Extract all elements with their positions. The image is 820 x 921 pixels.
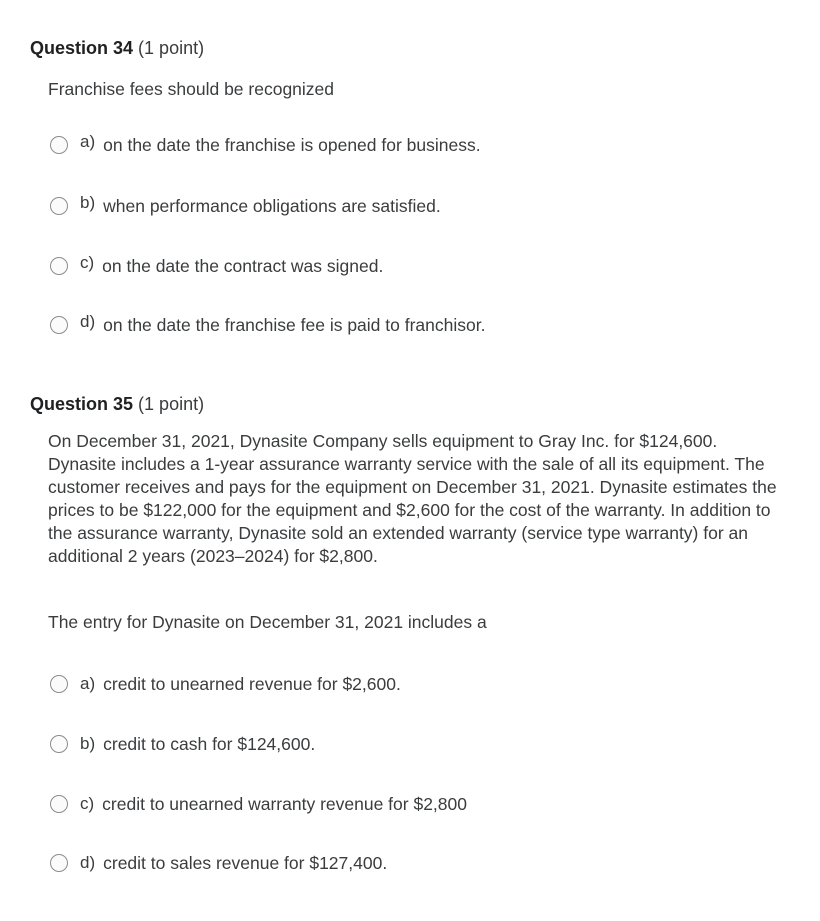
question-35-scenario	[48, 430, 778, 568]
option-text: credit to unearned warranty revenue for $2,800	[102, 793, 467, 814]
radio-button[interactable]	[50, 136, 68, 154]
option-text: credit to sales revenue for $127,400.	[103, 852, 388, 873]
question-34-points: (1 point)	[138, 38, 205, 58]
question-35-option-d[interactable]	[50, 850, 387, 876]
option-text: on the date the franchise fee is paid to franchisor.	[103, 314, 486, 335]
question-34-prompt-text: Franchise fees should be recognized	[48, 79, 335, 99]
question-34-prompt	[48, 78, 778, 101]
question-35-heading	[30, 394, 204, 415]
option-letter: a)	[80, 674, 96, 693]
question-35-prompt	[48, 611, 778, 634]
radio-button[interactable]	[50, 795, 68, 813]
option-letter: c)	[80, 794, 95, 813]
question-34-option-a[interactable]	[50, 132, 481, 158]
radio-button[interactable]	[50, 316, 68, 334]
question-35-title: Question 35	[30, 394, 134, 414]
question-35-option-c[interactable]	[50, 791, 467, 817]
option-letter: d)	[80, 853, 96, 872]
option-letter: a)	[80, 132, 96, 151]
radio-button[interactable]	[50, 197, 68, 215]
option-letter: d)	[80, 312, 96, 331]
option-text: credit to unearned revenue for $2,600.	[103, 673, 401, 694]
question-35-scenario-text: On December 31, 2021, Dynasite Company sells equipment to Gray Inc. for $124,600. Dynasite includes a 1-year assurance warranty service with the sale of all its equipment. The customer receives and pays for the equipment on December 31, 2021. Dynasite estimates the prices to be $122,000 for the equipment and $2,600 for the cost of the warranty. In addition to the assurance warranty, Dynasite sold an extended warranty (service type warranty) for an additional 2 years (2023–2024) for $2,800.	[48, 431, 777, 566]
option-text: on the date the franchise is opened for business.	[103, 134, 481, 155]
question-35-points: (1 point)	[138, 394, 205, 414]
question-34-title: Question 34	[30, 38, 134, 58]
option-text: on the date the contract was signed.	[102, 255, 384, 276]
option-letter: b)	[80, 193, 96, 212]
option-letter: b)	[80, 734, 96, 753]
question-34-heading	[30, 38, 204, 59]
option-letter: c)	[80, 253, 95, 272]
question-35-prompt-text: The entry for Dynasite on December 31, 2021 includes a	[48, 612, 487, 632]
option-text: credit to cash for $124,600.	[103, 733, 316, 754]
radio-button[interactable]	[50, 854, 68, 872]
question-35-option-a[interactable]	[50, 671, 401, 697]
question-35-option-b[interactable]	[50, 731, 315, 757]
option-text: when performance obligations are satisfied.	[103, 195, 441, 216]
radio-button[interactable]	[50, 735, 68, 753]
question-34-option-c[interactable]	[50, 253, 383, 279]
radio-button[interactable]	[50, 675, 68, 693]
question-34-option-d[interactable]	[50, 312, 485, 338]
question-34-option-b[interactable]	[50, 193, 441, 219]
radio-button[interactable]	[50, 257, 68, 275]
